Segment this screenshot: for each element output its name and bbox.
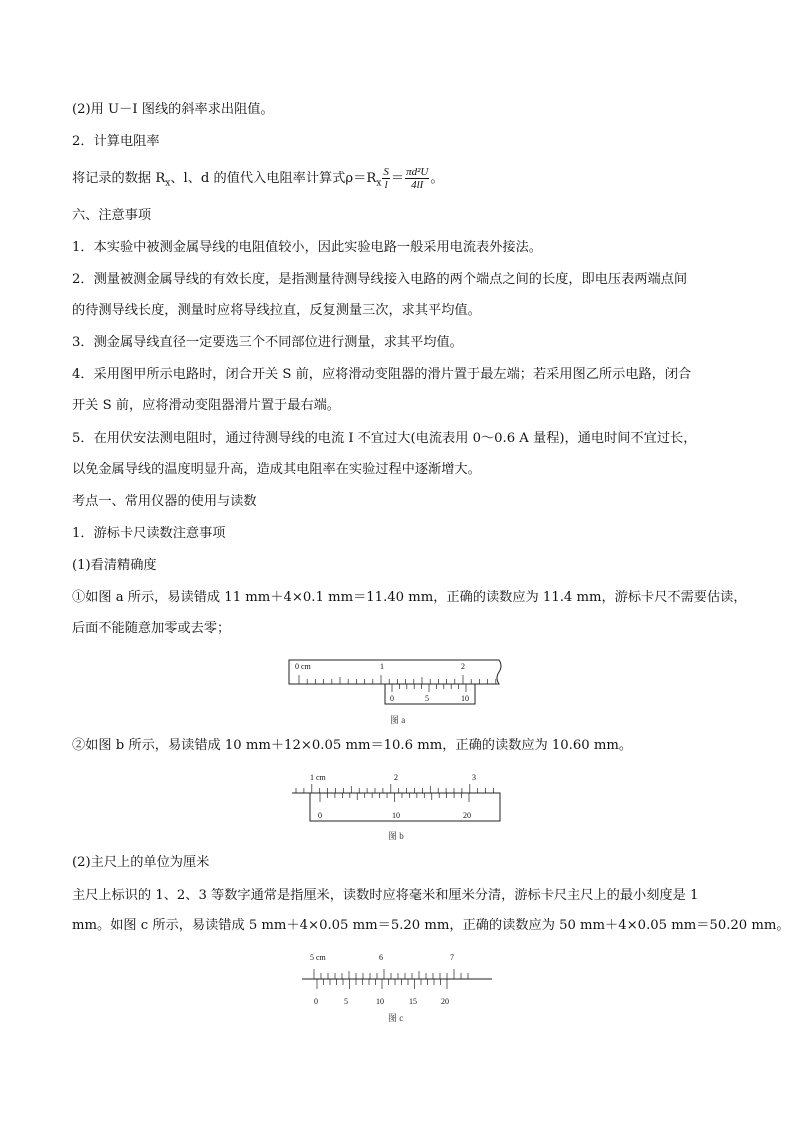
figure-c-caption: 图 c (388, 1013, 404, 1023)
fig-b-main-label-3: 3 (472, 773, 476, 782)
fig-b-main-label-1: 1 cm (310, 773, 326, 782)
precaution-5-a: 5．在用伏安法测电阻时，通过待测导线的电流 I 不宜过大(电流表用 0～0.6 A 量程)，通电时间不宜过长， (72, 431, 697, 446)
fig-b-vern-label-10: 10 (392, 811, 400, 820)
fig-a-main-label-2: 2 (461, 662, 465, 671)
example-a-line-2: 后面不能随意加零或去零； (72, 621, 231, 636)
heading-precautions: 六、注意事项 (72, 208, 152, 223)
fig-c-vern-label-0: 0 (314, 997, 318, 1006)
precaution-4-a: 4．采用图甲所示电路时，闭合开关 S 前，应将滑动变阻器的滑片置于最左端；若采用图乙所示电路，闭合 (72, 367, 692, 382)
formula-subscript: x (165, 178, 171, 189)
heading-topic-1: 考点一、常用仪器的使用与读数 (72, 494, 257, 509)
resistivity-formula-line (72, 166, 444, 194)
precaution-5-b: 以免金属导线的温度明显升高，造成其电阻率在实验过程中逐渐增大。 (72, 462, 481, 477)
fig-a-main-label-0: 0 cm (295, 662, 311, 671)
precaution-3: 3．测金属导线直径一定要选三个不同部位进行测量，求其平均值。 (72, 335, 463, 350)
fig-c-main-label-6: 6 (379, 953, 383, 962)
fig-b-vern-label-20: 20 (463, 811, 471, 820)
example-c-line-2: mm。如图 c 所示，易读错成 5 mm＋4×0.05 mm＝5.20 mm，正确的读数应为 50 mm＋4×0.05 mm＝50.20 mm。 (72, 918, 790, 933)
example-a-line-1: ①如图 a 所示，易读错成 11 mm＋4×0.1 mm＝11.40 mm，正确的读数应为 11.4 mm，游标卡尺不需要估读， (72, 590, 747, 605)
formula-text-pre: 将记录的数据 R (72, 171, 166, 186)
fig-a-vern-label-5: 5 (425, 694, 429, 703)
fraction-pid2u-over-4li: $\frac{\text{πd²U}}{4lI}$ (406, 166, 429, 191)
fig-c-vern-label-5: 5 (344, 997, 348, 1006)
precaution-4-b: 开关 S 前，应将滑动变阻器滑片置于最右端。 (72, 398, 340, 413)
precaution-1: 1．本实验中被测金属导线的电阻值较小，因此实验电路一般采用电流表外接法。 (72, 240, 542, 255)
fig-a-main-label-1: 1 (380, 662, 384, 671)
formula-equals: ＝ (390, 171, 405, 186)
fig-c-main-label-5: 5 cm (310, 953, 326, 962)
vernier-figure-b (290, 771, 505, 829)
heading-main-scale-unit: (2)主尺上的单位为厘米 (72, 855, 210, 870)
precaution-2-b: 的待测导线长度，测量时应将导线拉直，反复测量三次，求其平均值。 (72, 303, 481, 318)
fig-a-vern-label-0: 0 (390, 694, 394, 703)
fig-c-vern-label-15: 15 (409, 997, 417, 1006)
vernier-figure-a (285, 654, 510, 712)
fig-c-main-label-7: 7 (450, 953, 454, 962)
fig-c-vern-label-10: 10 (376, 997, 384, 1006)
heading-calc-resistivity: 2．计算电阻率 (72, 134, 160, 149)
formula-subscript-2: x (376, 178, 382, 189)
heading-precision: (1)看清精确度 (72, 558, 157, 573)
figure-a-caption: 图 a (390, 715, 406, 725)
example-c-line-1: 主尺上标识的 1、2、3 等数字通常是指厘米，读数时应将毫米和厘米分清，游标卡尺主尺上的最小刻度是 1 (72, 888, 699, 903)
formula-text-mid: 、l、d 的值代入电阻率计算式ρ＝R (170, 171, 377, 186)
heading-vernier-notes: 1．游标卡尺读数注意事项 (72, 526, 226, 541)
precaution-2-a: 2．测量被测金属导线的有效长度，是指测量待测导线接入电路的两个端点之间的长度，即电压表两端点间 (72, 272, 688, 287)
line-slope-method: (2)用 U－I 图线的斜率求出阻值。 (72, 102, 274, 117)
vernier-figure-c (300, 951, 500, 1009)
fig-b-main-label-2: 2 (394, 773, 398, 782)
fig-b-vern-label-0: 0 (318, 811, 322, 820)
figure-b-caption: 图 b (388, 831, 404, 841)
fraction-s-over-l: $\frac{S}{l}$ (383, 166, 389, 191)
fig-c-vern-label-20: 20 (441, 997, 449, 1006)
fig-a-vern-label-10: 10 (461, 694, 469, 703)
example-b-line: ②如图 b 所示，易读错成 10 mm＋12×0.05 mm＝10.6 mm，正确的读数应为 10.60 mm。 (72, 738, 633, 753)
formula-end: 。 (430, 171, 444, 186)
